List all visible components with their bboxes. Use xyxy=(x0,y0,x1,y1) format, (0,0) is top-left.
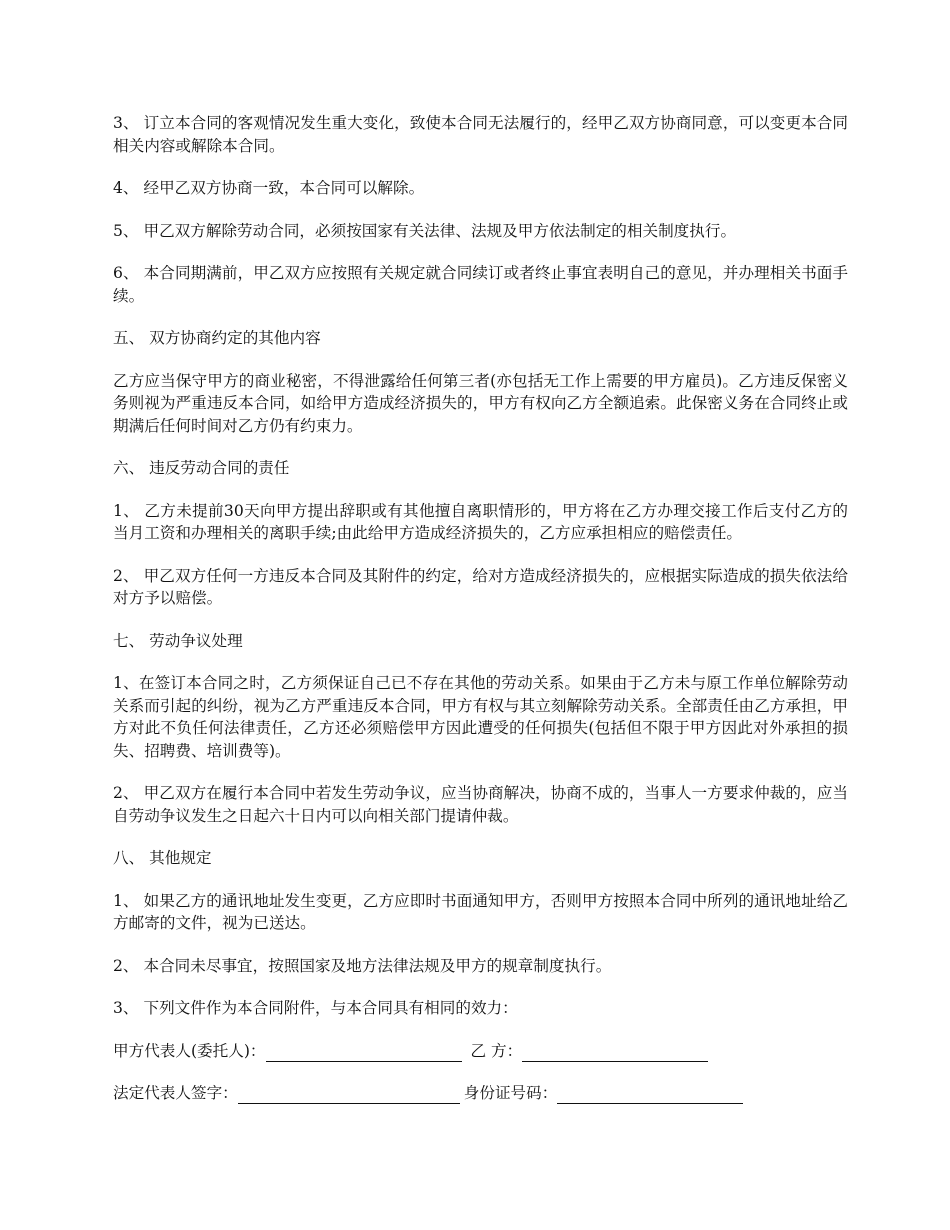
section-heading: 五、 双方协商约定的其他内容 xyxy=(113,329,321,347)
signature-row-1 xyxy=(113,1040,848,1062)
clause-paragraph: 1、 如果乙方的通讯地址发生变更，乙方应即时书面通知甲方，否则甲方按照本合同中所列的通讯地址给乙方邮寄的文件，视为已送达。 xyxy=(113,891,848,932)
party-a-representative-label: 甲方代表人(委托人)： xyxy=(113,1041,266,1060)
clause-paragraph: 2、 本合同未尽事宜，按照国家及地方法律法规及甲方的规章制度执行。 xyxy=(113,956,612,975)
party-b-blank[interactable] xyxy=(522,1043,708,1062)
clause-paragraph: 3、 下列文件作为本合同附件，与本合同具有相同的效力： xyxy=(113,999,518,1017)
party-a-representative-blank[interactable] xyxy=(266,1043,462,1062)
clause-paragraph: 2、 甲乙双方任何一方违反本合同及其附件的约定，给对方造成经济损失的，应根据实际造成的损失依法给对方予以赔偿。 xyxy=(113,566,848,607)
id-number-label: 身份证号码： xyxy=(463,1083,558,1102)
clause-paragraph: 6、 本合同期满前，甲乙双方应按照有关规定就合同续订或者终止事宜表明自己的意见，并办理相关书面手续。 xyxy=(113,264,848,305)
contract-body xyxy=(113,112,848,1020)
document-page xyxy=(113,112,848,1124)
party-b-label: 乙 方： xyxy=(470,1041,523,1060)
clause-paragraph: 乙方应当保守甲方的商业秘密，不得泄露给任何第三者(亦包括无工作上需要的甲方雇员)。乙方违反保密义务则视为严重违反本合同，如给甲方造成经济损失的，甲方有权向乙方全额追索。此保密义务在合同终止或期满后任何时间对乙方仍有约束力。 xyxy=(113,371,848,435)
id-number-blank[interactable] xyxy=(557,1085,743,1104)
legal-representative-signature-label: 法定代表人签字： xyxy=(113,1083,238,1102)
clause-paragraph: 4、 经甲乙双方协商一致，本合同可以解除。 xyxy=(113,179,425,197)
clause-paragraph: 2、 甲乙双方在履行本合同中若发生劳动争议，应当协商解决，协商不成的，当事人一方要求仲裁的，应当自劳动争议发生之日起六十日内可以向相关部门提请仲裁。 xyxy=(113,784,848,825)
section-heading: 七、 劳动争议处理 xyxy=(113,631,243,650)
section-heading: 八、 其他规定 xyxy=(113,849,212,867)
clause-paragraph: 5、 甲乙双方解除劳动合同，必须按国家有关法律、法规及甲方依法制定的相关制度执行。 xyxy=(113,221,737,240)
signature-row-2 xyxy=(113,1082,848,1104)
clause-paragraph: 1、在签订本合同之时，乙方须保证自己已不存在其他的劳动关系。如果由于乙方未与原工作单位解除劳动关系而引起的纠纷，视为乙方严重违反本合同，甲方有权与其立刻解除劳动关系。全部责任由乙方承担，甲方对此不负任何法律责任，乙方还必须赔偿甲方因此遭受的任何损失(包括但不限于甲方因此对外承担的损失、招聘费、培训费等)。 xyxy=(113,674,848,760)
clause-paragraph: 1、 乙方未提前30天向甲方提出辞职或有其他擅自离职情形的，甲方将在乙方办理交接工作后支付乙方的当月工资和办理相关的离职手续;由此给甲方造成经济损失的，乙方应承担相应的赔偿责任。 xyxy=(113,501,848,542)
clause-paragraph: 3、 订立本合同的客观情况发生重大变化，致使本合同无法履行的，经甲乙双方协商同意，可以变更本合同相关内容或解除本合同。 xyxy=(113,114,848,155)
section-heading: 六、 违反劳动合同的责任 xyxy=(113,459,290,477)
legal-representative-signature-blank[interactable] xyxy=(238,1085,460,1104)
